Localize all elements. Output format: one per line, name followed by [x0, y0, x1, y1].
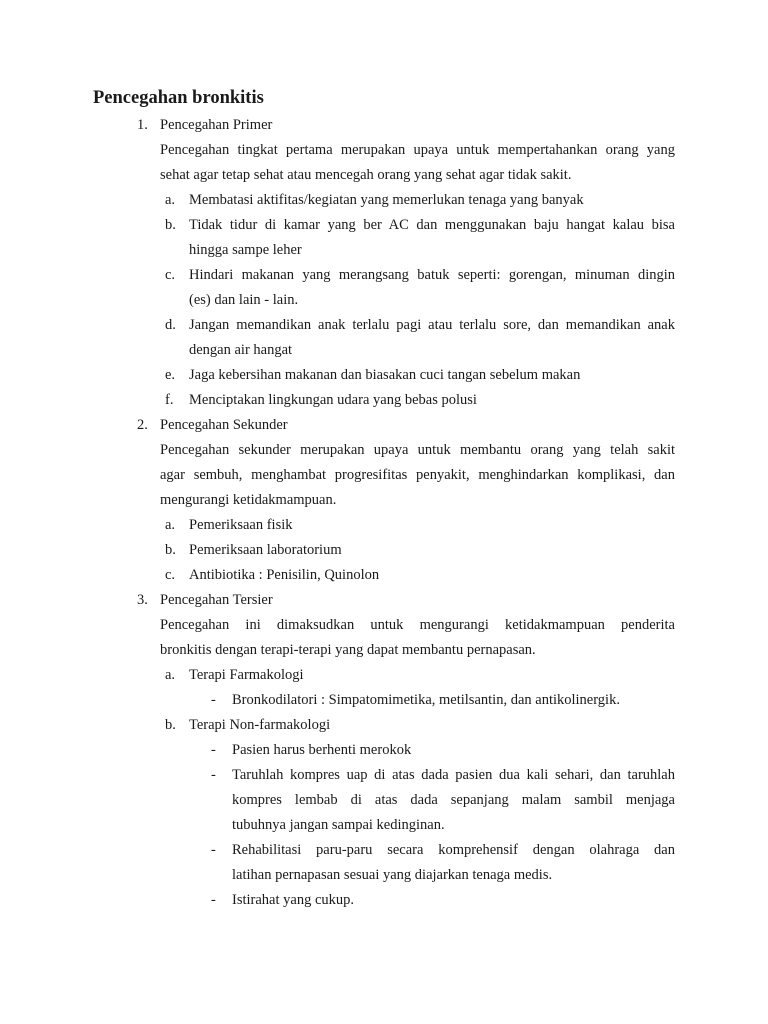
section-description-line: sehat agar tetap sehat atau mencegah orang yang sehat agar tidak sakit. — [160, 167, 572, 183]
page-title: Pencegahan bronkitis — [93, 88, 264, 108]
list-item-text: Menciptakan lingkungan udara yang bebas polusi — [189, 392, 477, 408]
list-item-text: dengan air hangat — [189, 342, 293, 358]
bullet-dash: - — [211, 742, 216, 758]
section-number: 3. — [137, 592, 148, 608]
bullet-text: Taruhlah kompres uap di atas dada pasien dua kali sehari, dan taruhlah — [232, 767, 675, 783]
item-letter: c. — [165, 267, 176, 283]
list-item-text: Pemeriksaan laboratorium — [189, 542, 342, 558]
list-item-text: Terapi Farmakologi — [189, 667, 304, 683]
section-description-line: Pencegahan tingkat pertama merupakan upaya untuk mempertahankan orang yang — [160, 142, 675, 158]
list-item-text: Hindari makanan yang merangsang batuk seperti: gorengan, minuman dingin — [189, 267, 675, 283]
section-description-line: Pencegahan ini dimaksudkan untuk mengurangi ketidakmampuan penderita — [160, 617, 675, 633]
list-item-text: Tidak tidur di kamar yang ber AC dan menggunakan baju hangat kalau bisa — [189, 217, 675, 233]
item-letter: d. — [165, 317, 176, 333]
section-number: 1. — [137, 117, 148, 133]
list-item-text: Jangan memandikan anak terlalu pagi atau terlalu sore, dan memandikan anak — [189, 317, 675, 333]
section-description-line: Pencegahan sekunder merupakan upaya untuk membantu orang yang telah sakit — [160, 442, 675, 458]
bullet-text: Pasien harus berhenti merokok — [232, 742, 412, 758]
section-heading: Pencegahan Primer — [160, 117, 273, 133]
item-letter: b. — [165, 217, 176, 233]
list-item-text: hingga sampe leher — [189, 242, 302, 258]
section-description-line: bronkitis dengan terapi-terapi yang dapat membantu pernapasan. — [160, 642, 536, 658]
section-description-line: agar sembuh, menghambat progresifitas penyakit, menghindarkan komplikasi, dan — [160, 467, 675, 483]
item-letter: e. — [165, 367, 176, 383]
list-item-text: (es) dan lain - lain. — [189, 292, 299, 308]
bullet-dash: - — [211, 842, 216, 858]
item-letter: a. — [165, 667, 176, 683]
bullet-text: kompres lembab di atas dada sepanjang malam sambil menjaga — [232, 792, 675, 808]
bullet-text: Rehabilitasi paru-paru secara komprehensif dengan olahraga dan — [232, 842, 675, 858]
list-item-text: Membatasi aktifitas/kegiatan yang memerlukan tenaga yang banyak — [189, 192, 584, 208]
bullet-dash: - — [211, 892, 216, 908]
item-letter: f. — [165, 392, 174, 408]
bullet-dash: - — [211, 692, 216, 708]
item-letter: c. — [165, 567, 176, 583]
item-letter: b. — [165, 542, 176, 558]
bullet-text: Istirahat yang cukup. — [232, 892, 355, 908]
section-heading: Pencegahan Tersier — [160, 592, 273, 608]
bullet-dash: - — [211, 767, 216, 783]
item-letter: a. — [165, 192, 176, 208]
item-letter: b. — [165, 717, 176, 733]
section-description-line: mengurangi ketidakmampuan. — [160, 492, 337, 508]
list-item-text: Antibiotika : Penisilin, Quinolon — [189, 567, 380, 583]
section-heading: Pencegahan Sekunder — [160, 417, 288, 433]
list-item-text: Jaga kebersihan makanan dan biasakan cuci tangan sebelum makan — [189, 367, 581, 383]
section-number: 2. — [137, 417, 148, 433]
item-letter: a. — [165, 517, 176, 533]
bullet-text: Bronkodilatori : Simpatomimetika, metilsantin, dan antikolinergik. — [232, 692, 620, 708]
bullet-text: tubuhnya jangan sampai kedinginan. — [232, 817, 445, 833]
bullet-text: latihan pernapasan sesuai yang diajarkan tenaga medis. — [232, 867, 553, 883]
list-item-text: Terapi Non-farmakologi — [189, 717, 331, 733]
list-item-text: Pemeriksaan fisik — [189, 517, 293, 533]
